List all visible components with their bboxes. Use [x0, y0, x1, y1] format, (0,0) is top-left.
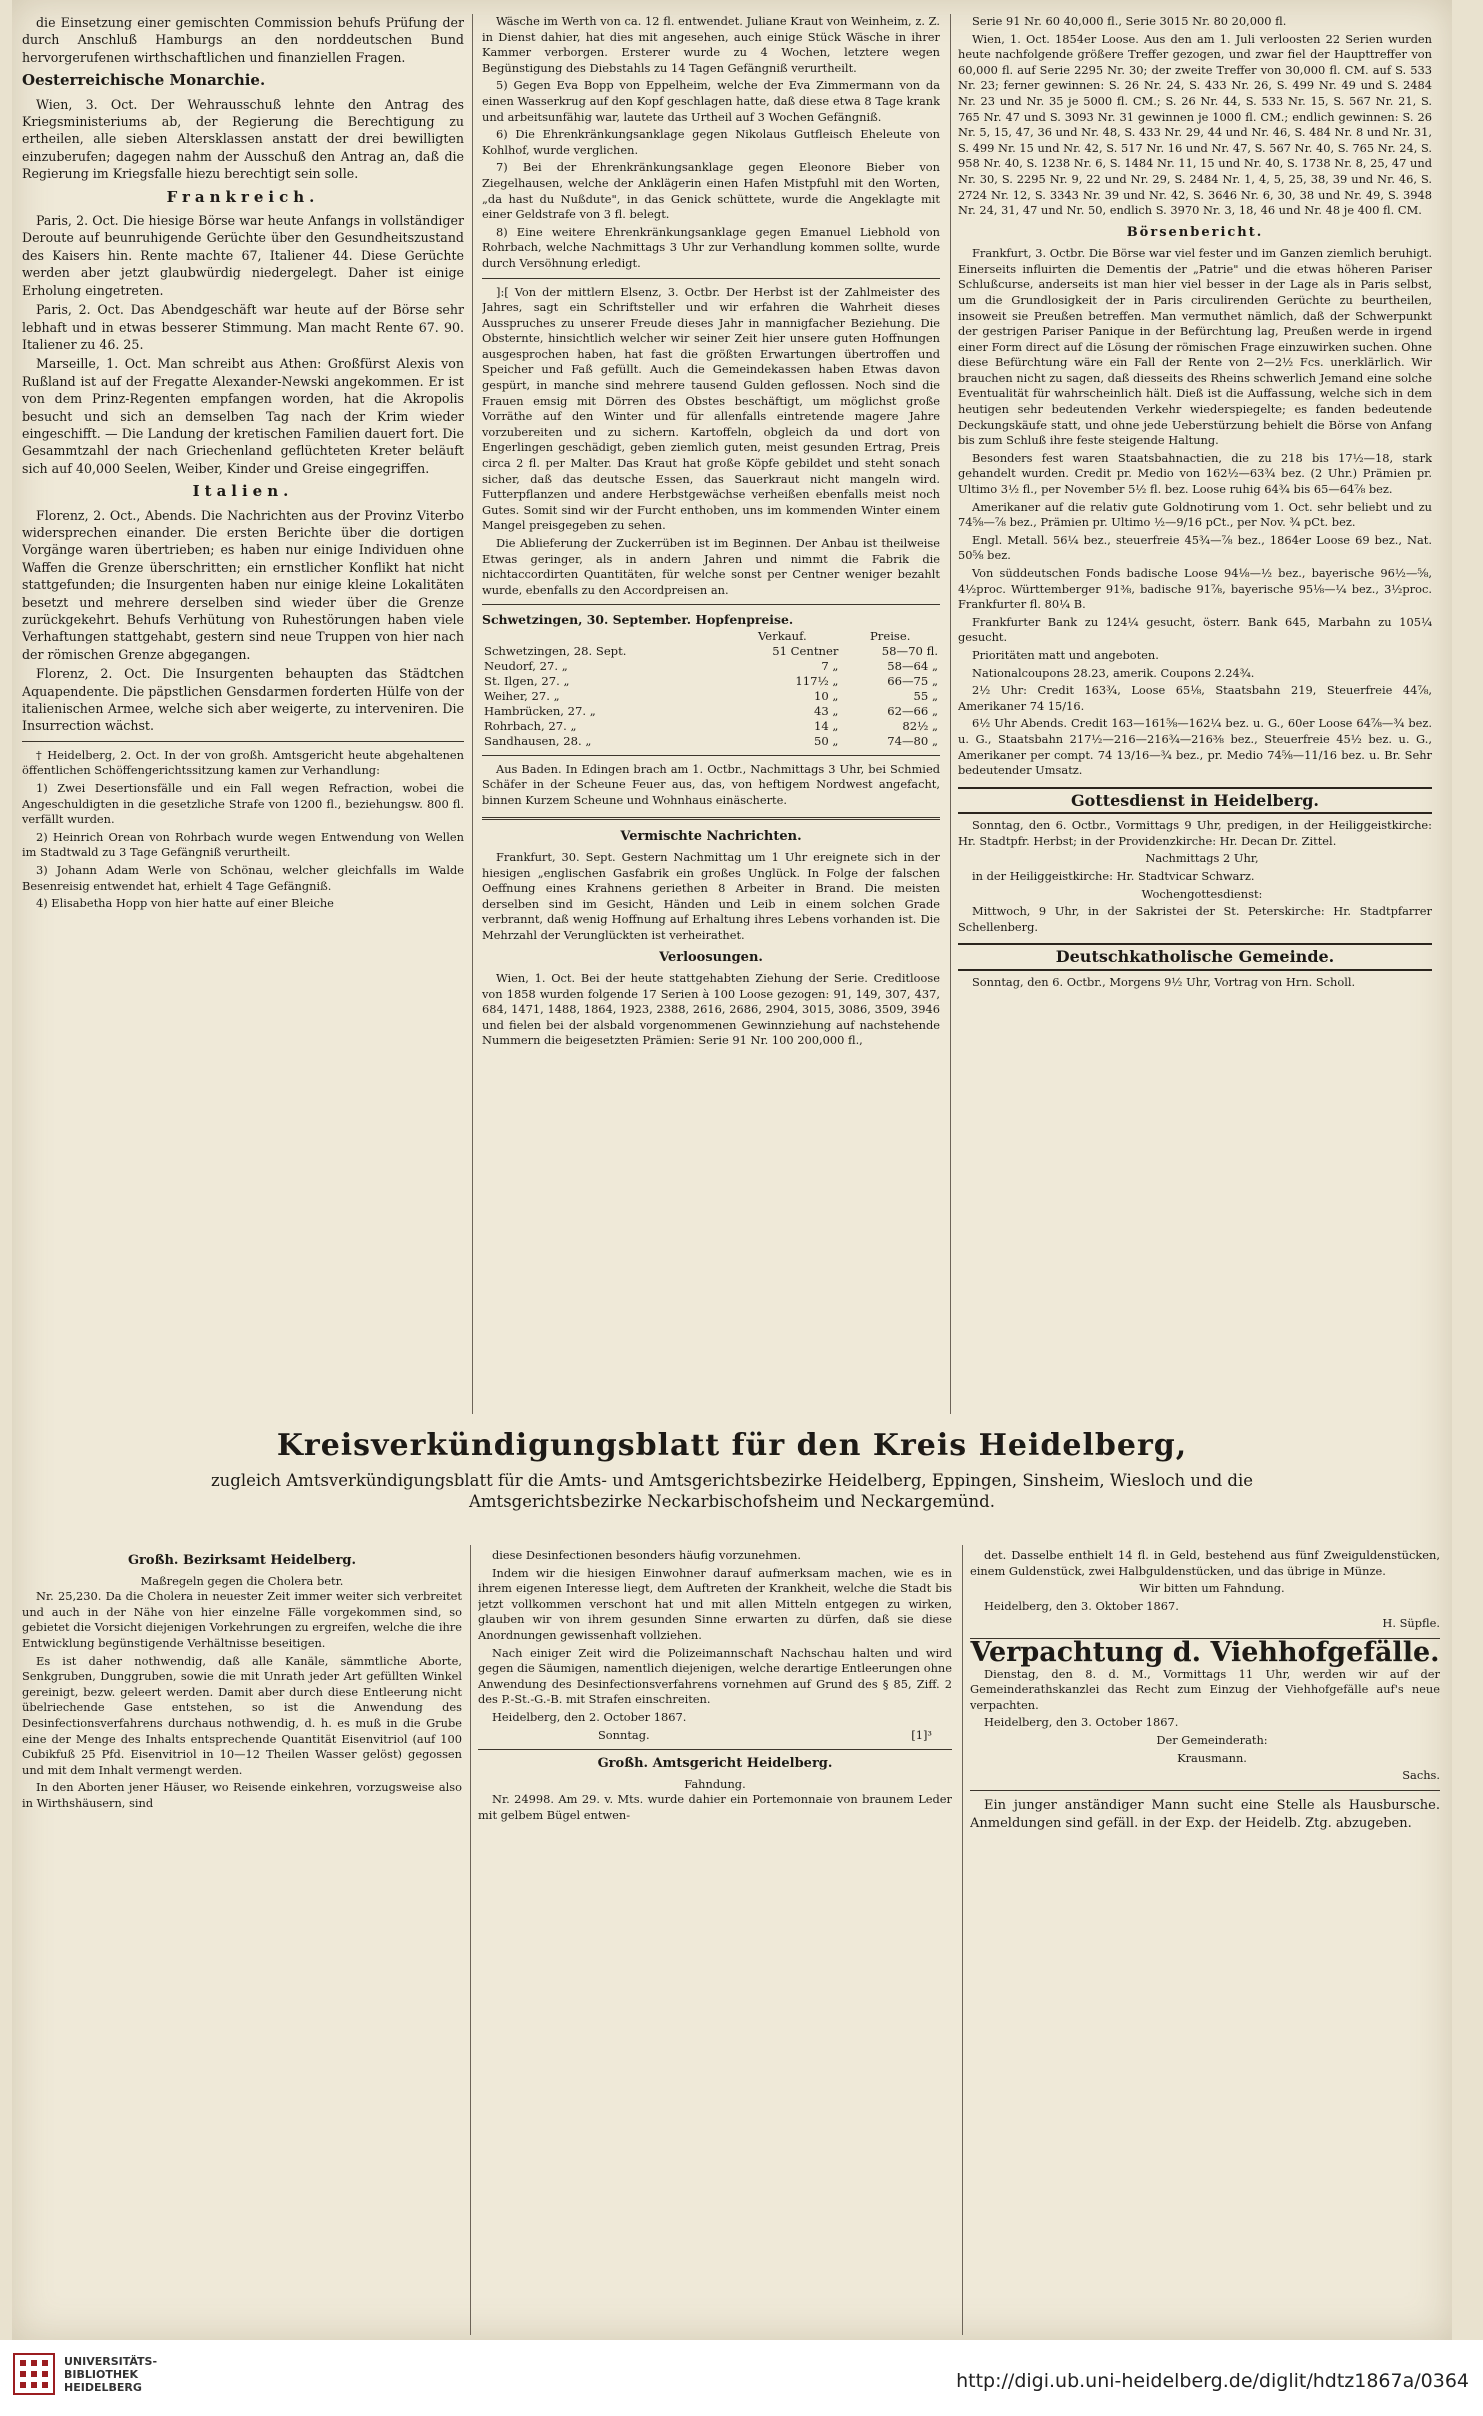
article-text: † Heidelberg, 2. Oct. In der von großh. Amtsgericht heute abgehaltenen öffentlichen Schöffengerichtssitzung kamen zur Verhandlung: — [22, 747, 464, 778]
column-rule — [470, 1545, 471, 2335]
ad-signature: Krausmann. — [1177, 1750, 1247, 1765]
column-rule — [472, 14, 473, 1414]
section-heading: Vermischte Nachrichten. — [620, 828, 802, 844]
table-cell: 14 „ — [813, 718, 839, 733]
notice-text: Nr. 25,230. Da die Cholera in neuester Zeit immer weiter sich verbreitet und auch in der Nähe von hier einzelne Fälle vorgekommen sind, so gebietet die Vorsicht diejenigen Vorkehrungen zu ergreifen, welche die ihre Entwicklung begünstigende Verhältnisse beseitigen. — [22, 1589, 462, 1650]
source-url[interactable]: http://digi.ub.uni-heidelberg.de/diglit/hdtz1867a/0364 — [956, 2370, 1469, 2392]
library-name-line: HEIDELBERG — [64, 2380, 142, 2394]
article-text: 5) Gegen Eva Bopp von Eppelheim, welche der Eva Zimmermann von da einen Wasserkrug auf den Kopf geschlagen hatte, daß diese etwa 8 Tage krank und arbeitsunfähig war, lautete das Urtheil auf 3 Wochen Gefängniß. — [482, 78, 940, 124]
column-rule — [962, 1545, 963, 2335]
church-services — [958, 818, 1432, 935]
section-heading: Verloosungen. — [659, 949, 763, 965]
banner-subtitle: zugleich Amtsverkündigungsblatt für die Amts- und Amtsgerichtsbezirke Heidelberg, Eppingen, Sinsheim, Wiesloch und die — [210, 1471, 1254, 1490]
table-cell: 50 „ — [813, 733, 839, 748]
banner — [22, 1428, 1442, 1511]
article-text: Wäsche im Werth von ca. 12 fl. entwendet. Juliane Kraut von Weinheim, z. Z. in Dienst dahier, hat dies mit angesehen, auch einige Stück Wäsche in ihrer Kammer verborgen. Ersterer wurde zu 4 Wochen, letztere wegen Begünstigung des Diebstahls zu 14 Tagen Gefängniß verurtheilt. — [482, 14, 940, 75]
table-cell: 58—64 „ — [887, 658, 938, 673]
table-cell: 55 „ — [913, 688, 938, 703]
notice-text: Wir bitten um Fahndung. — [1139, 1581, 1285, 1596]
table-row — [482, 659, 940, 674]
library-name — [64, 2355, 157, 2394]
library-logo-icon — [12, 2352, 56, 2396]
table-cell: Neudorf, 27. „ — [484, 658, 568, 673]
notice-subheading: Fahndung. — [684, 1776, 746, 1791]
table-cell: 82½ „ — [902, 718, 938, 733]
divider — [482, 817, 940, 820]
ad-text: Dienstag, den 8. d. M., Vormittags 11 Uhr, werden wir auf der Gemeinderathskanzlei das Recht zum Einzug der Viehhofgefälle auf's neue verpachten. — [970, 1666, 1440, 1712]
notice-subheading: Maßregeln gegen die Cholera betr. — [140, 1573, 344, 1588]
table-cell: Rohrbach, 27. „ — [484, 718, 577, 733]
article-text: Wien, 1. Oct. 1854er Loose. Aus den am 1. Juli verloosten 22 Serien wurden heute nachfolgende größere Treffer gezogen, und zwar fiel der Haupttreffer von 60,000 fl. auf Serie 2295 Nr. 30; der zweite Treffer von 30,000 fl. CM. auf S. 533 Nr. 23; ferner gewinnen: S. 26 Nr. 24, S. 433 Nr. 26, S. 499 Nr. 49 und S. 2484 Nr. 23 und Nr. 35 je 5000 fl. CM.; S. 26 Nr. 44, S. 533 Nr. 15, S. 567 Nr. 21, S. 765 Nr. 47 und S. 3093 Nr. 31 gewinnen je 1000 fl. CM.; endlich gewinnen: S. 26 Nr. 5, 15, 47, 36 und Nr. 48, S. 433 Nr. 29, 44 und Nr. 46, S. 484 Nr. 8 und Nr. 31, S. 499 Nr. 15 und Nr. 42, S. 517 Nr. 16 und Nr. 47, S. 567 Nr. 40, S. 765 Nr. 24, S. 958 Nr. 40, S. 1238 Nr. 6, S. 1484 Nr. 11, 15 und Nr. 40, S. 1738 Nr. 8, 25, 47 und Nr. 30, S. 2295 Nr. 9, 22 und Nr. 29, S. 2484 Nr. 1, 4, 5, 25, 38, 39 und Nr. 46, S. 2724 Nr. 12, S. 3343 Nr. 39 und Nr. 42, S. 3646 Nr. 6, 30, 38 und Nr. 49, S. 3948 Nr. 24, 31, 47 und Nr. 50, endlich S. 3970 Nr. 3, 18, 46 und Nr. 48 je 400 fl. CM. — [958, 31, 1432, 218]
section-heading: Deutschkatholische Gemeinde. — [958, 943, 1432, 970]
table-cell: Sandhausen, 28. „ — [484, 733, 592, 748]
article-text: Paris, 2. Oct. Das Abendgeschäft war heute auf der Börse sehr lebhaft und in etwas besserer Stimmung. Man macht Rente 67. 90. Italiener zu 46. 25. — [22, 302, 464, 352]
article-text: Besonders fest waren Staatsbahnactien, die zu 218 bis 17½—18, stark gehandelt wurden. Credit pr. Medio von 162½—63¾ bez. (2 Uhr.) Prämien pr. Ultimo 3½ fl., per November 5½ fl. bez. Loose ruhig 64¾ bis 65—64⅞ bez. — [958, 450, 1432, 497]
article-text: 2) Heinrich Orean von Rohrbach wurde wegen Entwendung von Wellen im Stadtwald zu 3 Tage Gefängniß verurtheilt. — [22, 829, 464, 860]
article-text: Wien, 1. Oct. Bei der heute stattgehabten Ziehung der Serie. Creditloose von 1858 wurden folgende 17 Serien à 100 Loose gezogen: 91, 149, 307, 437, 684, 1471, 1488, 1864, 1923, 2388, 2616, 2686, 2904, 3015, 3086, 3509, 3946 und fielen bei der alsbald vorgenommenen Gewinnziehung auf nachstehende Nummern die beigesetzten Prämien: Serie 91 Nr. 100 200,000 fl., — [482, 970, 940, 1048]
table-cell: Hambrücken, 27. „ — [484, 703, 596, 718]
misc-news — [482, 850, 940, 944]
notice-date: Heidelberg, den 3. Oktober 1867. — [984, 1598, 1179, 1613]
article-text: Von süddeutschen Fonds badische Loose 94⅛—½ bez., bayerische 96½—⅝, 4½proc. Württemberger 91⅜, badische 91⅞, bayerische 95⅛—¼ bez., 3½proc. Frankfurter fl. 80¼ B. — [958, 566, 1432, 612]
notice-text: In den Aborten jener Häuser, wo Reisende einkehren, vorzugsweise also in Wirthshäusern, sind — [22, 1780, 462, 1810]
section-heading: Gottesdienst in Heidelberg. — [958, 787, 1432, 814]
baden-report — [482, 762, 940, 809]
ad-signature: Der Gemeinderath: — [1156, 1732, 1268, 1747]
notice-text: Indem wir die hiesigen Einwohner darauf aufmerksam machen, wie es in ihrem eigenen Interesse liegt, dem Auftreten der Krankheit, welche die Stadt bis jetzt vollkommen verschont hat und mit allen Mitteln entgegen zu wirken, glauben wir von ihrem gesunden Sinne erwarten zu dürfen, daß sie diese Anordnungen gewissenhaft vollziehen. — [478, 1565, 952, 1642]
article-text: Aus Baden. In Edingen brach am 1. Octbr., Nachmittags 3 Uhr, bei Schmied Schäfer in der Scheune Feuer aus, das, von heftigem Nordwest angefacht, binnen Kurzem Scheune und Wohnhaus einäscherte. — [482, 761, 940, 807]
column-3 — [958, 14, 1432, 1419]
article-text: Florenz, 2. Oct., Abends. Die Nachrichten aus der Provinz Viterbo widersprechen einander. Die ersten Berichte über die dortigen Vorgänge waren übertrieben; es haben nur einige Individuen ohne Waffen die Grenze überschritten; ein ernstlicher Konflikt hat nicht stattgefunden; die Insurgenten haben nur einige kleine Lokalitäten besetzt und mehrere derselben sind wieder über die Grenze zurückgekehrt. Behufs Verhütung von Ruhestörungen haben viele Verhaftungen stattgehabt, gestern sind neue Truppen von hier nach der römischen Grenze abgegangen. — [22, 507, 464, 662]
article-text: Mittwoch, 9 Uhr, in der Sakristei der St. Peterskirche: Hr. Stadtpfarrer Schellenberg. — [958, 904, 1432, 934]
notice-text: Nr. 24998. Am 29. v. Mts. wurde dahier ein Portemonnaie von braunem Leder mit gelbem Bügel entwen- — [478, 1792, 952, 1822]
library-logo — [12, 2352, 157, 2396]
article-text: Serie 91 Nr. 60 40,000 fl., Serie 3015 Nr. 80 20,000 fl. — [972, 14, 1287, 28]
bottom-column-1 — [22, 1548, 462, 2338]
table-row — [482, 689, 940, 704]
article-text: Florenz, 2. Oct. Die Insurgenten behaupten das Städtchen Aquapendente. Die päpstlichen Gensdarmen forderten Hülfe von der italienischen Armee, welche sich aber weigerte, zu interveniren. Die Insurrection wächst. — [22, 666, 464, 734]
library-name-line: UNIVERSITÄTS- — [64, 2354, 158, 2368]
table-row — [482, 704, 940, 719]
table-header-cell — [482, 629, 724, 644]
divider — [482, 755, 940, 756]
notice-signature: Sonntag. — [598, 1727, 650, 1742]
lottery-report-continued — [958, 14, 1432, 219]
table-row — [482, 734, 940, 749]
divider — [22, 741, 464, 742]
section-heading: Italien. — [192, 482, 294, 501]
table-cell: 7 „ — [821, 658, 839, 673]
notice-heading: Großh. Bezirksamt Heidelberg. — [127, 1553, 357, 1568]
table-row — [482, 719, 940, 734]
table-cell: 10 „ — [813, 688, 839, 703]
notice-mark: [1]³ — [911, 1727, 932, 1742]
notice-heading: Großh. Amtsgericht Heidelberg. — [597, 1756, 833, 1772]
table-cell: 66—75 „ — [887, 673, 938, 688]
section-heading: Frankreich. — [166, 187, 320, 206]
article-text: 1) Zwei Desertionsfälle und ein Fall wegen Refraction, wobei die Angeschuldigten in die gesetzliche Strafe von 1200 fl., beziehungsw. 800 fl. verfällt wurden. — [22, 781, 464, 827]
article-text: die Einsetzung einer gemischten Commission behufs Prüfung der durch Anschluß Hamburgs an den norddeutschen Bund hervorgerufenen wirthschaftlichen und finanziellen Fragen. — [22, 15, 464, 65]
stock-report — [958, 246, 1432, 779]
article-text: Marseille, 1. Oct. Man schreibt aus Athen: Großfürst Alexis von Rußland ist auf der Fregatte Alexander-Newski angekommen. Er ist von dem Prinz-Regenten empfangen worden, hat die Akropolis besucht und sich an demselben Tag nach der Krim wieder eingeschifft. — Die Landung der kretischen Familien dauert fort. Die Gesammtzahl der nach Griechenland geflüchteten Kreter beläuft sich auf 40,000 Seelen, Weiber, Kinder und Greise eingegriffen. — [22, 356, 464, 476]
hop-prices-table — [482, 629, 940, 749]
article-text: ]:[ Von der mittlern Elsenz, 3. Octbr. Der Herbst ist der Zahlmeister des Jahres, sagt ein Schriftsteller und wir erfahren die Wahrheit dieses Ausspruches zu unserer Freude dieses Jahr in mannigfacher Beziehung. Die Obsternte, hinsichtlich welcher wir seiner Zeit hier unsere guten Hoffnungen ausgesprochen haben, hat fast die größten Erwartungen übertroffen und Speicher und Faß gefüllt. Auch die Gemeindekassen haben Etwas davon gespürt, in manche sind mehrere tausend Gulden geflossen. Noch sind die Frauen emsig mit Dörren des Obstes beschäftigt, um möglichst große Vorräthe auf den Winter und für allenfalls eintretende magere Jahre vorzubereiten und zu sichern. Kartoffeln, obgleich da und dort von Engerlingen geschädigt, geben ziemlich guten, meist gesunden Ertrag, Preis circa 2 fl. per Malter. Das Kraut hat große Köpfe gebildet und steht sonach sicher, daß das deutsche Essen, das Sauerkraut nicht mangeln wird. Futterpflanzen und andere Herbstgewächse verheißen ebenfalls meist noch Gutes. Somit sind wir der Furcht enthoben, uns im kommenden Winter einem Mangel preisgegeben zu sehen. — [482, 284, 940, 533]
column-rule — [950, 14, 951, 1414]
table-cell: 62—66 „ — [887, 703, 938, 718]
article-text: 3) Johann Adam Werle von Schönau, welcher gleichfalls im Walde Besenreisig entwendet hat, erhielt 4 Tage Gefängniß. — [22, 863, 464, 893]
article-text: Wien, 3. Oct. Der Wehrausschuß lehnte den Antrag des Kriegsministeriums ab, der Regierung die Berechtigung zu ertheilen, alle sieben Altersklassen anstatt der drei bewilligten einzuberufen; dagegen nahm der Ausschuß den Antrag an, daß die Regierung im Kriegsfalle hiezu berechtigt sein solle. — [22, 96, 464, 182]
notice-text: det. Dasselbe enthielt 14 fl. in Geld, bestehend aus fünf Zweiguldenstücken, einem Guldenstück, zwei Halbguldenstücken, und das übrige in Münze. — [970, 1548, 1440, 1578]
section-heading: Oesterreichische Monarchie. — [22, 71, 266, 90]
divider — [478, 1749, 952, 1750]
table-header-cell: Verkauf. — [758, 628, 807, 643]
article-text: Frankfurter Bank zu 124¼ gesucht, österr. Bank 645, Marbahn zu 105¼ gesucht. — [958, 614, 1432, 645]
ad-date: Heidelberg, den 3. October 1867. — [984, 1715, 1179, 1730]
article-text: in der Heiliggeistkirche: Hr. Stadtvicar Schwarz. — [972, 868, 1255, 883]
article-text: 4) Elisabetha Hopp von hier hatte auf einer Bleiche — [36, 896, 334, 911]
lottery-report — [482, 971, 940, 1049]
table-cell: St. Ilgen, 27. „ — [484, 673, 570, 688]
divider — [482, 278, 940, 279]
article-text: Wochengottesdienst: — [1141, 886, 1263, 901]
notice-date: Heidelberg, den 2. October 1867. — [492, 1709, 687, 1724]
article-text: Frankfurt, 3. Octbr. Die Börse war viel fester und im Ganzen ziemlich beruhigt. Einerseits influirten die Dementis der „Patrie" und die etwas höheren Pariser Schlußcurse, anderseits ist man hier viel besser in der Lage als in Paris selbst, um die Grundlosigkeit der in Paris circulirenden Gerüchte zu beurtheilen, insoweit sie Preußen betreffen. Man vermuthet nämlich, daß der Schwerpunkt der gestrigen Pariser Panique in der Befürchtung lag, Preußen werde in irgend einer Form direct auf die Lösung der römischen Frage einzuwirken suchen. Ohne diese Befürchtung wäre ein Fall der Rente von 2—2½ Fcs. unerklärlich. Wir brauchen nicht zu sagen, daß diesseits des Rheins schwerlich Jemand eine solche Eventualität für wahrscheinlich hält. Dieß ist die Auffassung, welche sich in dem heutigen sehr bedeutenden Verkehr wiederspiegelte; es fanden bedeutende Deckungskäufe statt, und ohne jede Ueberstürzung behielt die Börse von Anfang bis zum Schluß ihre feste steigende Haltung. — [958, 246, 1432, 448]
article-text: Nachmittags 2 Uhr, — [1145, 851, 1259, 866]
table-cell: Weiher, 27. „ — [484, 688, 560, 703]
ad-headline: Verpachtung d. Viehhofgefälle. — [970, 1636, 1440, 1668]
article-text: Paris, 2. Oct. Die hiesige Börse war heute Anfangs in vollständiger Deroute auf beunruhigende Gerüchte über den Gesundheitszustand des Kaisers hin. Rente machte 67, Italiener 44. Diese Gerüchte werden aber jetzt glaubwürdig niedergelegt. Daher ist einige Erholung eingetreten. — [22, 213, 464, 298]
elsenz-report — [482, 285, 940, 599]
table-row — [482, 644, 940, 659]
article-text: 8) Eine weitere Ehrenkränkungsanklage gegen Emanuel Liebhold von Rohrbach, welche Nachmittags 3 Uhr zur Verhandlung kommen sollte, wurde durch Versöhnung erledigt. — [482, 224, 940, 270]
article-text: Die Ablieferung der Zuckerrüben ist im Beginnen. Der Anbau ist theilweise Etwas geringer, als in andern Jahren und nimmt die Fabrik die nichtaccordirten Quantitäten, für welche sonst per Centner weniger bezahlt wurde, ebenfalls zu den Accordpreisen an. — [482, 536, 940, 597]
notice-text: Es ist daher nothwendig, daß alle Kanäle, sämmtliche Aborte, Senkgruben, Dunggruben, sowie die mit Unrath jeder Art gefüllten Winkel gereinigt, bezw. geleert werden. Damit aber durch diese Entleerung nicht übelriechende Gase entstehen, so ist die Anwendung des Desinfectionsverfahrens durchaus nothwendig, d. h. es muß in die Grube eine der Menge des Inhalts entsprechende Quantität Eisenvitriol (auf 100 Cubikfuß 25 Pfd. Eisenvitriol in 10—12 Theilen Wasser gelöst) gegossen und mit dem Inhalt vermengt werden. — [22, 1653, 462, 1777]
ad-text: Ein junger anständiger Mann sucht eine Stelle als Hausbursche. Anmeldungen sind gefäll. in der Exp. der Heidelb. Ztg. abzugeben. — [970, 1797, 1440, 1831]
newspaper-page — [12, 0, 1452, 2340]
article-text: Prioritäten matt und angeboten. — [972, 647, 1159, 662]
table-cell: 43 „ — [813, 703, 839, 718]
column-2 — [482, 14, 940, 1419]
article-text: Nationalcoupons 28.23, amerik. Coupons 2.24¾. — [972, 665, 1255, 680]
ad-signature: Sachs. — [1402, 1768, 1440, 1783]
article-text: Frankfurt, 30. Sept. Gestern Nachmittag um 1 Uhr ereignete sich in der hiesigen „englischen Gasfabrik ein großes Unglück. In Folge der falschen Oeffnung eines Krahnens geriethen 8 Arbeiter in Brand. Die meisten derselben sind im Gesicht, Händen und Leib in einem solchen Grade verbrannt, daß wenig Hoffnung auf Erhaltung ihres Lebens vorhanden ist. Die Mehrzahl der Verunglückten ist verheirathet. — [482, 849, 940, 942]
notice-signature: H. Süpfle. — [1382, 1616, 1440, 1631]
table-cell: 117½ „ — [795, 673, 839, 688]
table-cell: 51 Centner — [772, 643, 839, 658]
library-name-line: BIBLIOTHEK — [64, 2367, 139, 2381]
banner-title: Kreisverkündigungsblatt für den Kreis Heidelberg, — [276, 1428, 1188, 1463]
article-text: Sonntag, den 6. Octbr., Vormittags 9 Uhr, predigen, in der Heiliggeistkirche: Hr. Stadtpfr. Herbst; in der Providenzkirche: Hr. Decan Dr. Zittel. — [958, 818, 1432, 848]
table-cell: Schwetzingen, 28. Sept. — [484, 643, 627, 658]
bottom-column-2 — [478, 1548, 952, 2338]
table-cell: 74—80 „ — [887, 733, 938, 748]
hop-prices-heading: Schwetzingen, 30. September. Hopfenpreise. — [482, 612, 794, 628]
article-text: Sonntag, den 6. Octbr., Morgens 9½ Uhr, Vortrag von Hrn. Scholl. — [972, 974, 1356, 989]
notice-text: Nach einiger Zeit wird die Polizeimannschaft Nachschau halten und wird gegen die Säumigen, namentlich diejenigen, welche derartige Entleerungen ohne Anwendung des Desinfectionsverfahrens vornehmen auf Grund des § 85, Ziff. 2 des P.-St.-G.-B. mit Strafen einschreiten. — [478, 1645, 952, 1707]
article-text: Amerikaner auf die relativ gute Goldnotirung vom 1. Oct. sehr beliebt und zu 74⅝—⅞ bez., Prämien pr. Ultimo ½—9/16 pCt., per Nov. ¾ pCt. bez. — [958, 499, 1432, 530]
notice-text: diese Desinfectionen besonders häufig vorzunehmen. — [492, 1548, 802, 1562]
divider — [482, 604, 940, 605]
notice-signature-row — [478, 1728, 952, 1744]
divider — [970, 1790, 1440, 1791]
column-1 — [22, 14, 464, 1419]
table-header-cell: Preise. — [869, 628, 911, 643]
table-row — [482, 674, 940, 689]
church-services — [958, 975, 1432, 991]
article-text: Engl. Metall. 56¼ bez., steuerfreie 45¾—⅞ bez., 1864er Loose 69 bez., Nat. 50⅝ bez. — [958, 532, 1432, 563]
section-heading: Börsenbericht. — [1126, 224, 1264, 240]
bottom-column-3 — [970, 1548, 1440, 2338]
court-report-continued — [482, 14, 940, 272]
table-cell: 58—70 fl. — [881, 643, 938, 658]
article-text: 2½ Uhr: Credit 163¾, Loose 65⅛, Staatsbahn 219, Steuerfreie 44⅞, Amerikaner 74 15/16. — [958, 683, 1432, 713]
article-text: 7) Bei der Ehrenkränkungsanklage gegen Eleonore Bieber von Ziegelhausen, welche der Anklägerin einen Hafen Mistpfuhl mit den Worten, „da hast du Nußdute", in das Genick schüttete, wurde die Angeklagte mit einer Geldstrafe von 3 fl. belegt. — [482, 160, 940, 222]
court-report — [22, 748, 464, 912]
article-text: 6) Die Ehrenkränkungsanklage gegen Nikolaus Gutfleisch Eheleute von Kohlhof, wurde verglichen. — [482, 127, 940, 157]
article-text: 6½ Uhr Abends. Credit 163—161⅝—162¼ bez. u. G., 60er Loose 64⅞—¾ bez. u. G., Staatsbahn 217½—216—216¾—216⅜ bez., Steuerfreie 45½ bez. u. G., Amerikaner per compt. 74 13/16—¾ bez., pr. Medio 74⅝—11/16 bez. u. Br. Sehr bedeutender Umsatz. — [958, 716, 1432, 778]
banner-subtitle: Amtsgerichtsbezirke Neckarbischofsheim und Neckargemünd. — [469, 1492, 995, 1511]
